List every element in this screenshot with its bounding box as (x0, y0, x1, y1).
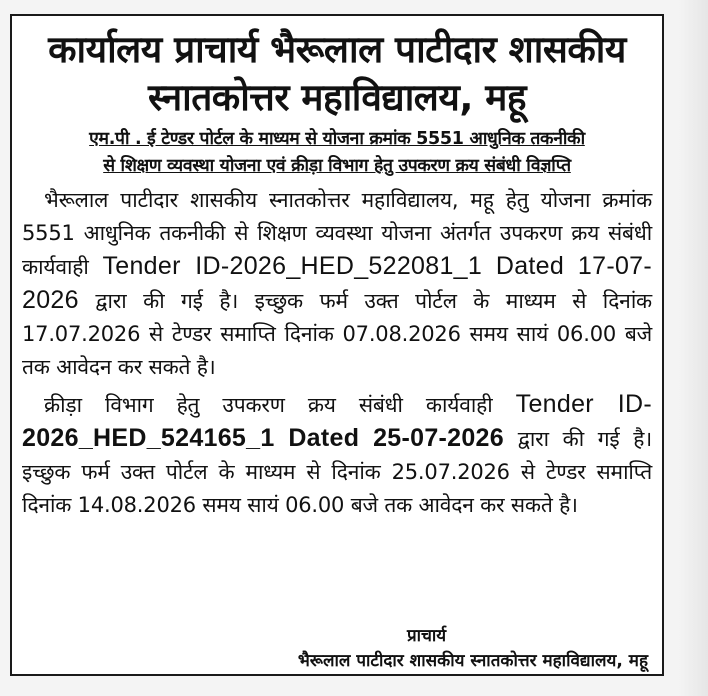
para2-tender-id: 2026_HED_524165_1 (22, 424, 275, 452)
para2-date: 25-07-2026 (373, 424, 504, 452)
notice-title-line1: कार्यालय प्राचार्य भैरूलाल पाटीदार शासकीय (48, 28, 626, 71)
para1-date: 17-07-2026 (22, 252, 652, 314)
notice-subject-line1: एम.पी . ई टेण्डर पोर्टल के माध्यम से योजना क्रमांक 5551 आधुनिक तकनीकी (89, 129, 585, 149)
para2-text-a: क्रीड़ा विभाग हेतु उपकरण क्रय संबंधी कार्यवाही (44, 393, 493, 417)
notice-title-line2: स्नातकोत्तर महाविद्यालय, महू (147, 76, 527, 119)
para2-dated-label: Dated (288, 424, 360, 452)
signature-title: प्राचार्य (407, 626, 447, 646)
para1-text-a: भैरूलाल पाटीदार शासकीय स्नातकोत्तर महाविद्यालय, महू हेतु योजना क्रमांक 5551 आधुनिक तकनीकी से शिक्षण व्यवस्था योजना अंतर्गत उपकरण क्रय संबंधी कार्यवाही (22, 188, 652, 279)
page-edge-shadow (678, 0, 708, 696)
para1-text-b: द्वारा की गई है। इच्छुक फर्म उक्त पोर्टल के माध्यम से दिनांक 17.07.2026 से टेण्डर समाप्ति दिनांक 07.08.2026 समय सायं 06.00 बजे तक आवेदन कर सकते है। (22, 289, 652, 379)
para1-dated-label: Dated (495, 252, 565, 280)
tender-notice (10, 14, 664, 676)
para1-tender-id: 2026_HED_522081_1 (229, 252, 483, 280)
signature-college: भैरूलाल पाटीदार शासकीय स्नातकोत्तर महाविद्यालय, महू (297, 651, 648, 671)
notice-paragraph-1 (22, 184, 652, 384)
para1-tender-label: Tender ID- (102, 252, 230, 280)
para2-text-b: द्वारा की गई है। इच्छुक फर्म उक्त पोर्टल के माध्यम से दिनांक 25.07.2026 से टेण्डर समाप्ति दिनांक 14.08.2026 समय सायं 06.00 बजे तक आवेदन कर सकते है। (22, 427, 653, 517)
para2-tender-label: Tender ID- (515, 390, 652, 418)
notice-subject-line2: से शिक्षण व्यवस्था योजना एवं क्रीड़ा विभाग हेतु उपकरण क्रय संबंधी विज्ञप्ति (103, 156, 571, 176)
notice-paragraph-2 (22, 388, 652, 522)
